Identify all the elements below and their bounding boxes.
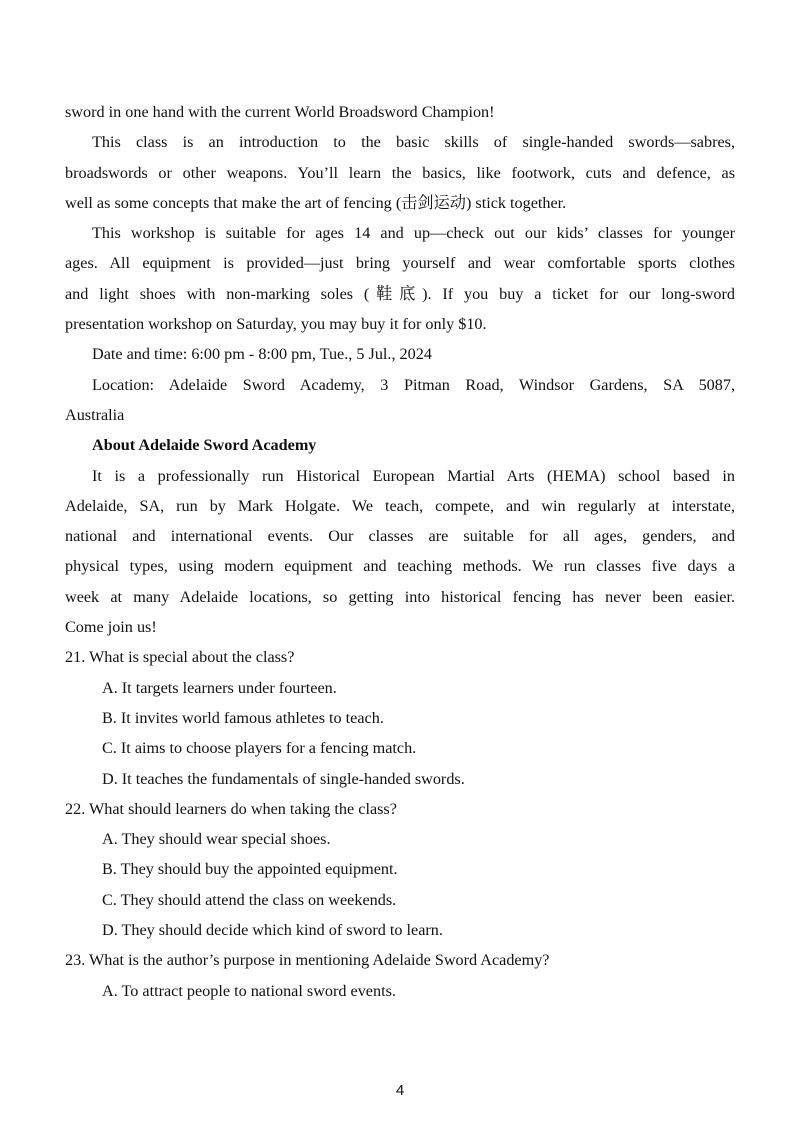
- text-line: Adelaide, SA, run by Mark Holgate. We teach, compete, and win regularly at interstate,: [65, 496, 735, 515]
- text-line: Australia: [65, 405, 125, 424]
- heading-text: About Adelaide Sword Academy: [92, 436, 317, 455]
- answer-option: A. They should wear special shoes.: [102, 830, 331, 849]
- paragraph: [65, 461, 735, 643]
- page-number: 4: [395, 1082, 405, 1099]
- text-line: physical types, using modern equipment and teaching methods. We run classes five days a: [65, 557, 735, 576]
- answer-options: [65, 824, 735, 945]
- paragraph: [65, 218, 735, 339]
- answer-options: [65, 976, 735, 1006]
- answer-option: A. It targets learners under fourteen.: [102, 678, 337, 697]
- section-heading: [65, 430, 735, 460]
- answer-option: B. They should buy the appointed equipment.: [102, 860, 398, 879]
- paragraph: [65, 370, 735, 431]
- text-line: Location: Adelaide Sword Academy, 3 Pitman Road, Windsor Gardens, SA 5087,: [92, 375, 735, 394]
- text-line: sword in one hand with the current World Broadsword Champion!: [65, 103, 495, 121]
- text-line: well as some concepts that make the art of fencing (击剑运动) stick together.: [65, 193, 567, 212]
- text-line: week at many Adelaide locations, so getting into historical fencing has never been easier.: [65, 587, 735, 606]
- paragraph: [65, 97, 735, 127]
- answer-options: [65, 673, 735, 794]
- paragraph: [65, 127, 735, 218]
- answer-option: D. It teaches the fundamentals of single-handed swords.: [102, 769, 465, 788]
- question-text: 22. What should learners do when taking the class?: [65, 799, 397, 818]
- question: [65, 794, 735, 824]
- question-text: 23. What is the author’s purpose in mentioning Adelaide Sword Academy?: [65, 951, 550, 970]
- answer-option: C. It aims to choose players for a fencing match.: [102, 739, 417, 758]
- answer-option: B. It invites world famous athletes to teach.: [102, 708, 384, 727]
- question: [65, 642, 735, 672]
- answer-option: D. They should decide which kind of sword to learn.: [102, 921, 443, 940]
- question: [65, 945, 735, 975]
- text-line: Come join us!: [65, 618, 157, 637]
- text-line: and light shoes with non-marking soles (鞋底). If you buy a ticket for our long-sword: [65, 284, 735, 303]
- text-line: national and international events. Our classes are suitable for all ages, genders, and: [65, 527, 735, 546]
- document-body: [65, 97, 735, 1006]
- text-line: ages. All equipment is provided—just bring yourself and wear comfortable sports clothes: [65, 254, 735, 273]
- text-line: broadswords or other weapons. You’ll learn the basics, like footwork, cuts and defence, as: [65, 163, 735, 182]
- text-line: It is a professionally run Historical European Martial Arts (HEMA) school based in: [92, 466, 735, 485]
- text-line: Date and time: 6:00 pm - 8:00 pm, Tue., 5 Jul., 2024: [92, 345, 432, 364]
- answer-option: C. They should attend the class on weekends.: [102, 890, 397, 909]
- text-line: presentation workshop on Saturday, you may buy it for only $10.: [65, 315, 487, 334]
- answer-option: A. To attract people to national sword events.: [102, 981, 396, 1000]
- text-line: This class is an introduction to the basic skills of single-handed swords—sabres,: [92, 133, 735, 152]
- question-text: 21. What is special about the class?: [65, 648, 295, 667]
- paragraph: [65, 339, 735, 369]
- text-line: This workshop is suitable for ages 14 and up—check out our kids’ classes for younger: [92, 224, 735, 243]
